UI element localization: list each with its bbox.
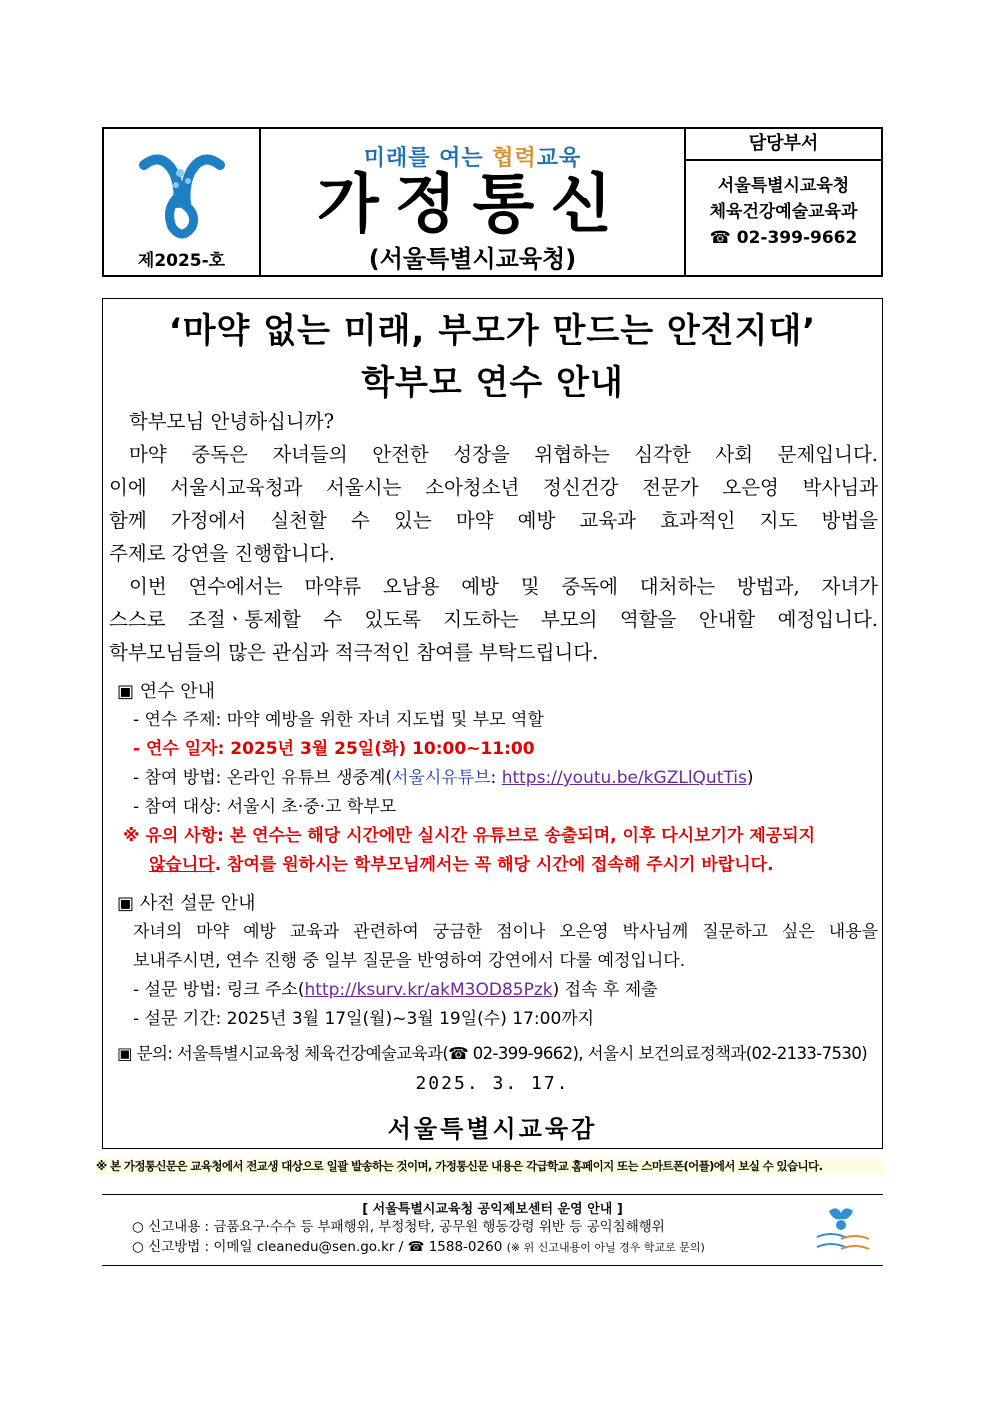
survey-period: - 설문 기간: 2025년 3월 17일(월)~3월 19일(수) 17:00까지 [133,1009,595,1029]
body-line: 마약 중독은 자녀들의 안전한 성장을 위협하는 심각한 사회 문제입니다. [129,443,878,466]
department-phone: ☎ 02-399-9662 [709,228,858,248]
method-text: - 설문 방법: 링크 주소( [133,980,305,1000]
training-topic: - 연수 주제: 마약 예방을 위한 자녀 지도법 및 부모 역할 [133,710,544,730]
slogan-part: 미래를 여는 [363,146,493,171]
training-date: - 연수 일자: 2025년 3월 25일(화) 10:00~11:00 [133,739,535,759]
intro-paragraph [109,405,878,669]
issue-number: 제2025-호 [137,251,226,271]
training-info-section [117,677,878,880]
body-line: 이에 서울시교육청과 서울시는 소아청소년 정신건강 전문가 오은영 박사님과 [109,476,878,499]
issue-date: 2025. 3. 17. [415,1073,570,1094]
whistleblower-center-box [102,1194,883,1266]
body-line: 함께 가정에서 실천할 수 있는 마약 예방 교육과 효과적인 지도 방법을 [109,509,878,532]
caution-line-2 [117,851,878,880]
logo-cell [104,129,261,275]
method-text: - 참여 방법: 온라인 유튜브 생중계( [133,768,392,788]
department-name: 체육건강예술교육과 [709,202,858,222]
slogan-highlight: 협력 [492,146,537,171]
newsletter-subtitle: (서울특별시교육청) [368,245,577,273]
report-method-text: ○ 신고방법 : 이메일 cleanedu@sen.go.kr / ☎ 1588-0260 [132,1239,507,1255]
newsletter-title: 가정통신 [316,168,629,242]
distribution-notice: ※ 본 가정통신문은 교육청에서 전교생 대상으로 일괄 발송하는 것이며, 가정통신문 내용은 각급학교 홈페이지 또는 스마트폰(어플)에서 보실 수 있습니다. [96,1158,883,1174]
survey-description: 자녀의 마약 예방 교육과 관련하여 궁금한 점이나 오은영 박사님께 질문하고 싶은 내용을 [133,922,878,942]
main-content-box [102,298,883,1149]
clean-edu-mascot-icon [811,1203,873,1255]
section-heading: ▣ 사전 설문 안내 [117,893,256,914]
body-line: 학부모님들의 많은 관심과 적극적인 참여를 부탁드립니다. [109,641,599,664]
method-text: ) 접속 후 제출 [552,980,658,1000]
department-org: 서울특별시교육청 [717,176,850,196]
caution-label: ※ 유의 사항 [123,826,218,846]
body-line: 주제로 강연을 진행합니다. [109,542,335,565]
caution-text: : 본 연수는 해당 시간에만 실시간 유튜브로 송출되며, 이후 다시보기가 제공되지 [217,826,816,846]
method-text: : [490,768,502,788]
seoul-education-logo-icon [134,143,230,243]
body-line: 스스로 조절ㆍ통제할 수 있도록 지도하는 부모의 역할을 안내할 예정입니다. [109,608,878,631]
survey-info-section [117,889,878,1034]
department-info [686,161,881,251]
newsletter-header [102,127,883,277]
survey-description-2: 보내주시면, 연수 진행 중 일부 질문을 반영하여 강연에서 다룰 예정입니다. [133,951,686,971]
report-note: (※ 위 신고내용이 아닐 경우 학교로 문의) [506,1241,705,1254]
section-heading: ▣ 연수 안내 [117,681,216,702]
signature: 서울특별시교육감 [387,1114,598,1143]
caution-emphasis: 않습니다 [149,855,215,875]
survey-link[interactable]: http://ksurv.kr/akM3OD85Pzk [304,980,553,1000]
method-text: ) [746,768,754,788]
greeting: 학부모님 안녕하십니까? [129,410,335,433]
contact-info: ▣ 문의: 서울특별시교육청 체육건강예술교육과(☎ 02-399-9662), 서울시 보건의료정책과(02-2133-7530) [117,1044,868,1063]
training-method [117,764,878,793]
report-heading: [ 서울특별시교육청 공익제보센터 운영 안내 ] [362,1202,623,1217]
main-title: ‘마약 없는 미래, 부모가 만드는 안전지대’ [168,311,817,351]
caution-line [117,822,878,851]
survey-method [117,976,878,1005]
slogan-part: 교육 [536,146,582,171]
main-subtitle: 학부모 연수 안내 [361,363,624,403]
body-line: 이번 연수에서는 마약류 오남용 예방 및 중독에 대처하는 방법과, 자녀가 [129,575,878,598]
youtube-link[interactable]: https://youtu.be/kGZLlQutTis [501,768,747,788]
department-label: 담당부서 [686,129,881,161]
caution-text: . 참여를 원하시는 학부모님께서는 꼭 해당 시간에 접속해 주시기 바랍니다. [214,855,774,875]
youtube-channel-name: 서울시유튜브 [392,768,491,788]
department-cell [686,129,881,275]
title-cell [261,129,686,275]
report-method-line [102,1237,883,1258]
report-content-line: ○ 신고내용 : 금품요구·수수 등 부패행위, 부정청탁, 공무원 행동강령 위반 등 공익침해행위 [132,1219,665,1235]
training-target: - 참여 대상: 서울시 초·중·고 학부모 [133,797,397,817]
